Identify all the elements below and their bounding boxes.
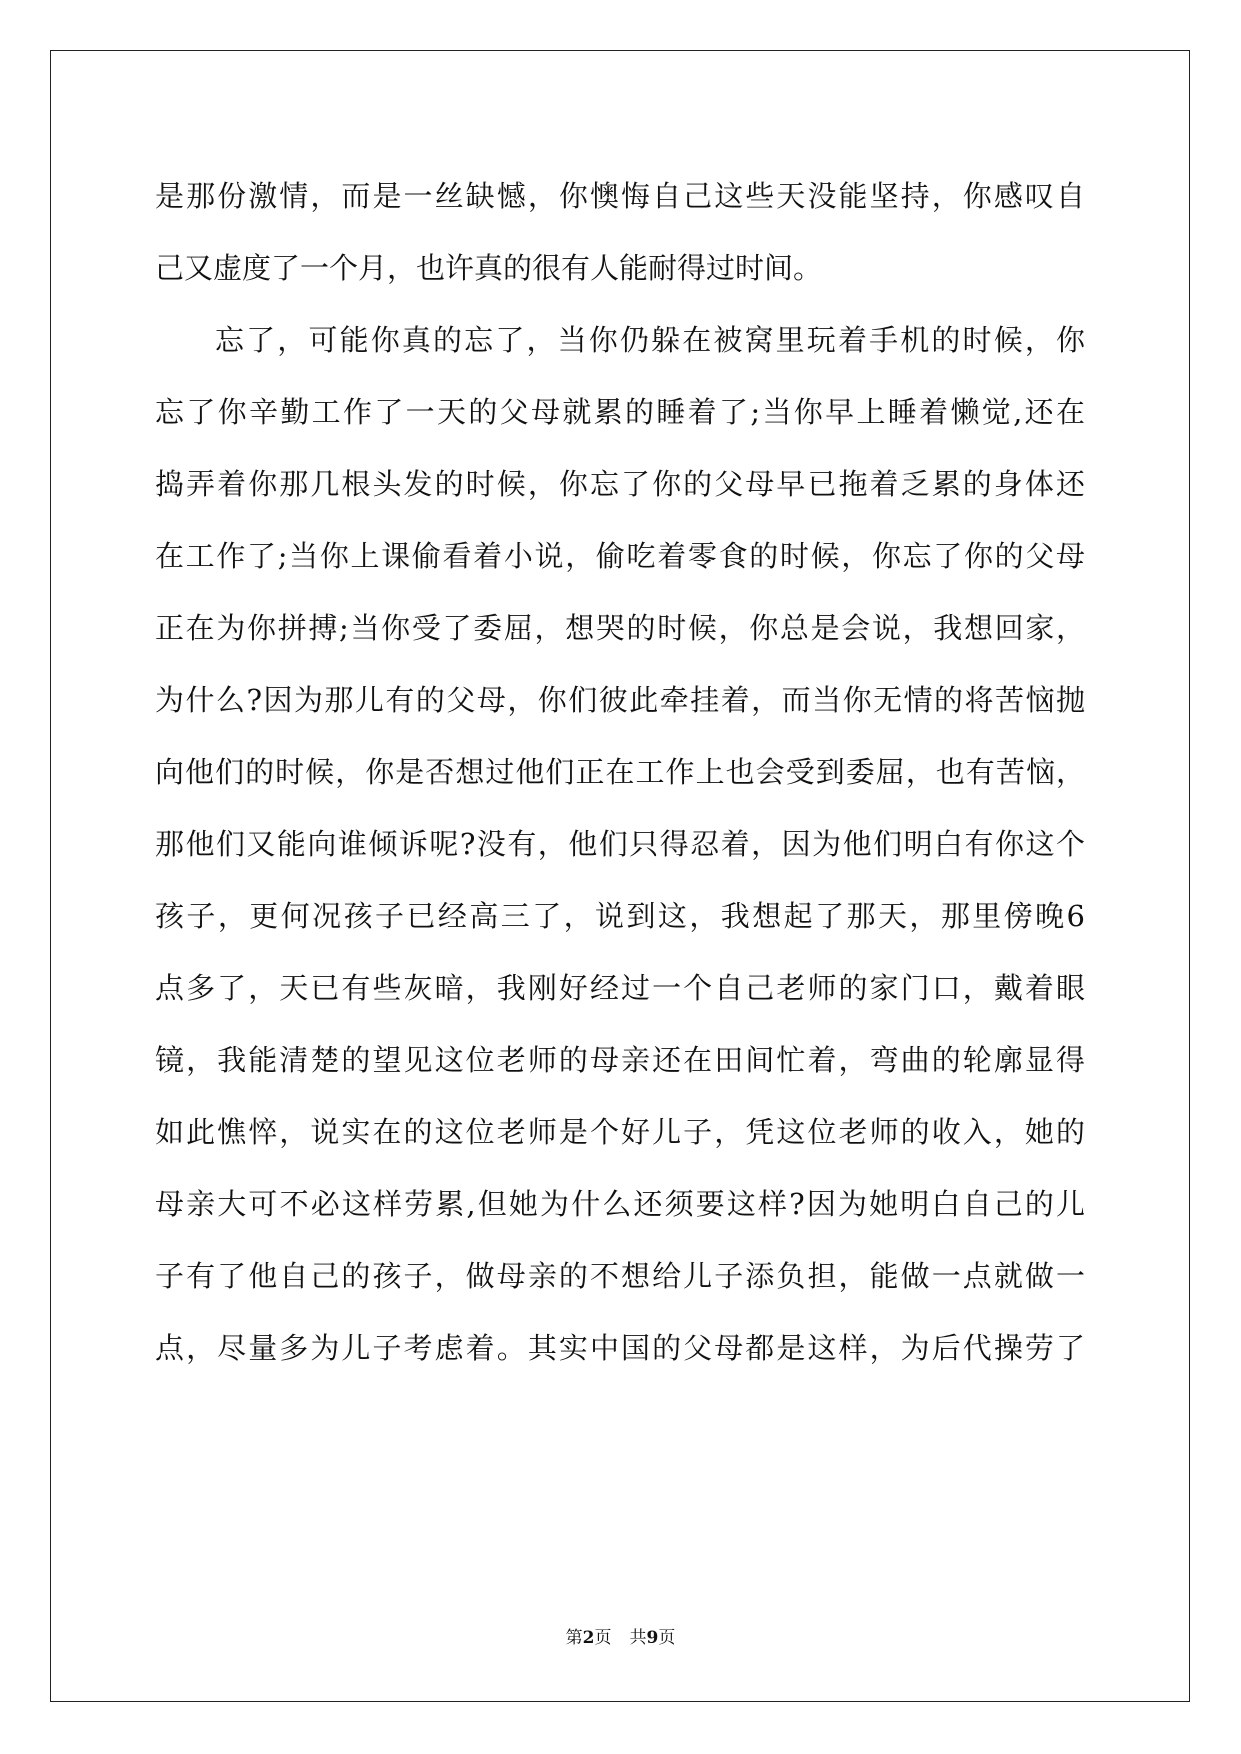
total-suffix: 页 [658, 1628, 676, 1648]
text-line: 母亲大可不必这样劳累,但她为什么还须要这样?因为她明白自己的儿 [155, 1187, 1085, 1221]
text-line: 点，尽量多为儿子考虑着。其实中国的父母都是这样，为后代操劳了 [155, 1331, 1085, 1365]
text-line: 子有了他自己的孩子，做母亲的不想给儿子添负担，能做一点就做一 [155, 1259, 1085, 1293]
page-current: 2 [582, 1628, 595, 1648]
text-line: 正在为你拼搏;当你受了委屈，想哭的时候，你总是会说，我想回家， [155, 611, 1085, 645]
document-body [155, 160, 1085, 1384]
text-line: 忘了你辛勤工作了一天的父母就累的睡着了;当你早上睡着懒觉,还在 [155, 395, 1085, 429]
page-footer [0, 1623, 1241, 1648]
total-prefix: 共 [629, 1628, 647, 1648]
text-line: 向他们的时候，你是否想过他们正在工作上也会受到委屈，也有苦恼， [155, 755, 1085, 789]
text-line: 点多了，天已有些灰暗，我刚好经过一个自己老师的家门口，戴着眼 [155, 971, 1085, 1005]
page-total: 9 [646, 1628, 659, 1648]
text-line: 是那份激情，而是一丝缺憾，你懊悔自己这些天没能坚持，你感叹自 [155, 179, 1085, 213]
text-line: 那他们又能向谁倾诉呢?没有，他们只得忍着，因为他们明白有你这个 [155, 827, 1085, 861]
page-prefix: 第 [565, 1628, 583, 1648]
text-line: 忘了，可能你真的忘了，当你仍躲在被窝里玩着手机的时候，你 [215, 323, 1085, 357]
page-suffix: 页 [594, 1628, 612, 1648]
text-line: 己又虚度了一个月，也许真的很有人能耐得过时间。 [155, 251, 823, 285]
text-line: 捣弄着你那几根头发的时候，你忘了你的父母早已拖着乏累的身体还 [155, 467, 1085, 501]
text-line: 镜，我能清楚的望见这位老师的母亲还在田间忙着，弯曲的轮廓显得 [155, 1043, 1085, 1077]
text-line: 为什么?因为那儿有的父母，你们彼此牵挂着，而当你无情的将苦恼抛 [155, 683, 1085, 717]
text-line: 如此憔悴，说实在的这位老师是个好儿子，凭这位老师的收入，她的 [155, 1115, 1085, 1149]
text-line: 在工作了;当你上课偷看着小说，偷吃着零食的时候，你忘了你的父母 [155, 539, 1085, 573]
text-line: 孩子，更何况孩子已经高三了，说到这，我想起了那天，那里傍晚6 [155, 899, 1085, 933]
